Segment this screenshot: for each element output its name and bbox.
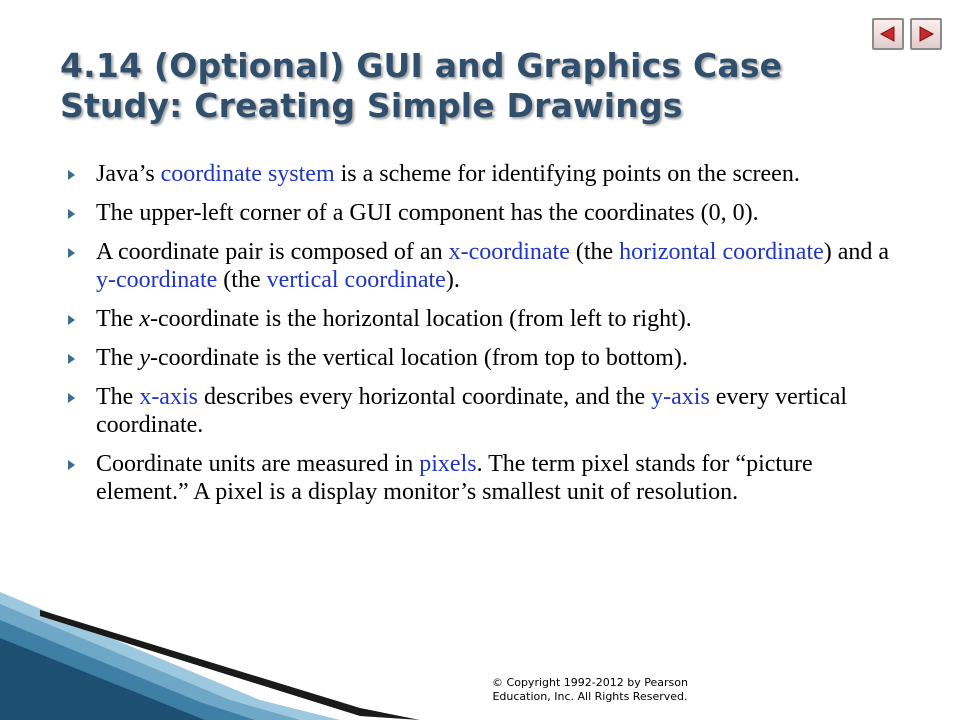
bullet-item bbox=[64, 305, 900, 333]
highlighted-term: y-axis bbox=[651, 384, 710, 410]
highlighted-term: horizontal coordinate bbox=[619, 239, 824, 265]
bullet-text: . The term pixel stands for “picture element.” A pixel is a display monitor’s smallest unit of resolution. bbox=[96, 451, 813, 505]
copyright-line-2: Education, Inc. All Rights Reserved. bbox=[492, 690, 688, 703]
bullet-text: The bbox=[96, 384, 140, 410]
bullet-item bbox=[64, 160, 900, 188]
bullet-text: describes every horizontal coordinate, and the bbox=[197, 384, 652, 410]
corner-stripes-decoration bbox=[0, 580, 420, 720]
bullet-text: The upper-left corner of a GUI component has the coordinates (0, 0). bbox=[96, 200, 759, 226]
bullet-text: -coordinate is the vertical location (from top to bottom). bbox=[149, 345, 688, 371]
highlighted-term: x-coordinate bbox=[448, 239, 570, 265]
next-slide-button[interactable] bbox=[910, 18, 942, 50]
triangle-bullet-icon bbox=[68, 209, 75, 219]
bullet-text: The bbox=[96, 306, 140, 332]
bullet-text: ). bbox=[445, 267, 460, 293]
bullet-text: (the bbox=[217, 267, 267, 293]
bullet-item bbox=[64, 383, 900, 439]
bullet-text: is a scheme for identifying points on the screen. bbox=[334, 161, 800, 187]
copyright-line-1: © Copyright 1992-2012 by Pearson bbox=[492, 676, 688, 689]
bullet-text: every vertical coordinate. bbox=[96, 384, 848, 438]
previous-slide-button[interactable] bbox=[872, 18, 904, 50]
triangle-bullet-icon bbox=[68, 315, 75, 325]
triangle-left-icon bbox=[878, 24, 898, 44]
triangle-bullet-icon bbox=[68, 248, 75, 258]
bullet-item bbox=[64, 450, 900, 506]
triangle-bullet-icon bbox=[68, 460, 75, 470]
bullet-item bbox=[64, 344, 900, 372]
highlighted-term: pixels bbox=[419, 451, 477, 477]
italic-text: x bbox=[139, 306, 150, 332]
bullet-item bbox=[64, 238, 900, 294]
bullet-list bbox=[64, 160, 900, 517]
bullet-text: Coordinate units are measured in bbox=[96, 451, 420, 477]
highlighted-term: y-coordinate bbox=[96, 267, 218, 293]
triangle-bullet-icon bbox=[68, 170, 75, 180]
highlighted-term: coordinate system bbox=[160, 161, 335, 187]
italic-text: y bbox=[139, 345, 150, 371]
slide-navigation bbox=[872, 18, 942, 50]
triangle-bullet-icon bbox=[68, 393, 75, 403]
copyright-notice bbox=[470, 676, 710, 704]
bullet-item bbox=[64, 199, 900, 227]
highlighted-term: vertical coordinate bbox=[266, 267, 446, 293]
bullet-text: Java’s bbox=[96, 161, 161, 187]
bullet-text: The bbox=[96, 345, 140, 371]
highlighted-term: x-axis bbox=[139, 384, 198, 410]
bullet-text: ) and a bbox=[823, 239, 890, 265]
bullet-text: -coordinate is the horizontal location (from left to right). bbox=[149, 306, 692, 332]
bullet-text: A coordinate pair is composed of an bbox=[96, 239, 449, 265]
bullet-text: (the bbox=[569, 239, 620, 265]
triangle-right-icon bbox=[916, 24, 936, 44]
triangle-bullet-icon bbox=[68, 354, 75, 364]
slide-title: 4.14 (Optional) GUI and Graphics Case Study: Creating Simple Drawings bbox=[60, 46, 783, 125]
